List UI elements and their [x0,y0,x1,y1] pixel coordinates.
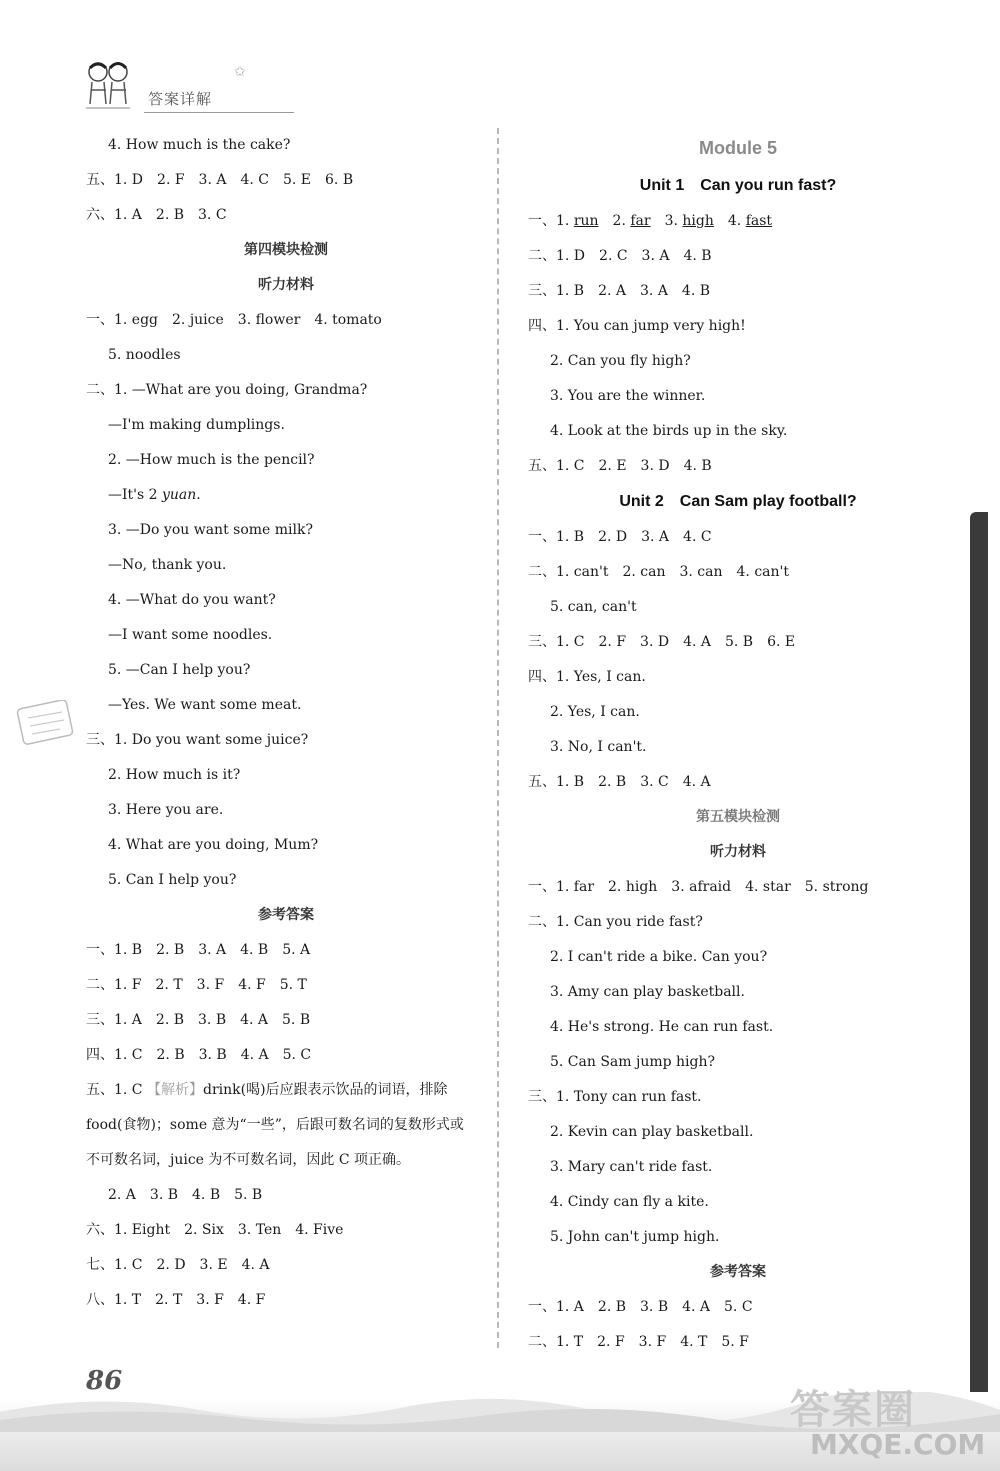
unit-title: Unit 2 Can Sam play football? [619,493,857,510]
answer-line: 4. How much is the cake? [108,137,291,153]
answer-line: 5. Can I help you? [108,872,237,888]
answer-line [86,478,486,513]
section-heading: 第四模块检测 [244,242,328,258]
answer-line: 四、1. Yes, I can. [528,669,646,685]
answer-line: 3. You are the winner. [550,388,706,404]
answer-line: 4. He's strong. He can run fast. [550,1019,774,1035]
answer-line: 二、1. —What are you doing, Grandma? [86,382,368,398]
answer-line: —I want some noodles. [108,627,273,643]
answer-line: 4. Look at the birds up in the sky. [550,423,788,439]
answer-line: 4. —What do you want? [108,592,276,608]
underlined-word: run [573,213,599,229]
answer-line: 五、1. B 2. B 3. C 4. A [528,774,711,790]
page-number: 86 [86,1366,123,1396]
answer-line: 2. How much is it? [108,767,241,783]
answer-line: 一、1. A 2. B 3. B 4. A 5. C [528,1299,753,1315]
answer-line: 三、1. C 2. F 3. D 4. A 5. B 6. E [528,634,796,650]
module-title: Module 5 [698,138,777,158]
answer-line: 5. John can't jump high. [550,1229,720,1245]
answer-line: —Yes. We want some meat. [108,697,302,713]
header-label: 答案详解 [148,90,213,108]
answer-line: 5. —Can I help you? [108,662,251,678]
answer-line: 三、1. Tony can run fast. [528,1089,702,1105]
italic-word: yuan [162,487,197,503]
answer-line: 五、1. C 2. E 3. D 4. B [528,458,712,474]
answer-line: 三、1. Do you want some juice? [86,732,309,748]
answer-line: —No, thank you. [108,557,227,573]
text-span: 3. [650,213,683,229]
answer-line: 五、1. D 2. F 3. A 4. C 5. E 6. B [86,172,354,188]
page-header [72,60,252,112]
stamp-icon [14,700,76,748]
text-span: 一、1. [528,213,574,229]
answer-line: 六、1. A 2. B 3. C [86,207,227,223]
answer-line: 二、1. F 2. T 3. F 4. F 5. T [86,977,307,993]
answer-line: 2. I can't ride a bike. Can you? [550,949,768,965]
underlined-word: high [682,213,714,229]
answer-line: 3. —Do you want some milk? [108,522,313,538]
answer-line: 3. No, I can't. [550,739,647,755]
answer-line: 一、1. egg 2. juice 3. flower 4. tomato [86,312,382,328]
header-underline [144,112,294,113]
star-icon: ✩ [234,64,246,80]
section-heading: 参考答案 [710,1264,766,1280]
analysis-tag: 【解析】 [146,1082,203,1098]
unit-title: Unit 1 Can you run fast? [639,177,837,194]
text-span: 4. [713,213,746,229]
sub-heading: 听力材料 [710,844,766,860]
answer-line: 四、1. C 2. B 3. B 4. A 5. C [86,1047,312,1063]
watermark-logo: 答案圈 [790,1387,916,1433]
answer-line [528,204,948,239]
right-column [528,128,948,1360]
underlined-word: fast [745,213,773,229]
underlined-word: far [630,213,651,229]
answer-line: 3. Amy can play basketball. [550,984,745,1000]
answer-line: 二、1. D 2. C 3. A 4. B [528,248,712,264]
answer-line: 二、1. can't 2. can 3. can 4. can't [528,564,789,580]
answer-line: 5. can, can't [550,599,637,615]
sub-heading: 听力材料 [258,277,314,293]
section-heading: 参考答案 [258,907,314,923]
explanation-paragraph [86,1073,476,1178]
answer-line: 2. Can you fly high? [550,353,691,369]
answer-line: 一、1. B 2. D 3. A 4. C [528,529,712,545]
answer-line: 一、1. far 2. high 3. afraid 4. star 5. strong [528,879,869,895]
answer-line: 3. Mary can't ride fast. [550,1159,713,1175]
answer-line: 3. Here you are. [108,802,224,818]
answer-line: 四、1. You can jump very high! [528,318,746,334]
answer-line: 2. Yes, I can. [550,704,640,720]
text-span: 五、1. C [86,1082,143,1098]
answer-line: 七、1. C 2. D 3. E 4. A [86,1257,270,1273]
answer-line: —I'm making dumplings. [108,417,285,433]
answer-line: 2. —How much is the pencil? [108,452,315,468]
answer-line: 4. What are you doing, Mum? [108,837,319,853]
answer-line: 二、1. T 2. F 3. F 4. T 5. F [528,1334,749,1350]
answer-line: 六、1. Eight 2. Six 3. Ten 4. Five [86,1222,344,1238]
page-edge-shadow [970,512,988,1392]
answer-line: 三、1. A 2. B 3. B 4. A 5. B [86,1012,311,1028]
section-heading: 第五模块检测 [696,809,780,825]
cartoon-kids-icon [80,60,136,112]
text-span: —It's 2 [108,487,162,503]
column-divider [497,128,499,1348]
left-column [86,128,486,1318]
watermark-url: MXQE.COM [810,1428,986,1461]
answer-line: 5. Can Sam jump high? [550,1054,716,1070]
text-span: 2. [598,213,631,229]
answer-line: 八、1. T 2. T 3. F 4. F [86,1292,266,1308]
text-span: . [196,487,201,503]
text-span: drink(喝)后应跟表示饮品的词语，排除 food(食物)；some 意为“一些”，后跟可数名词的复数形式或不可数名词，juice 为不可数名词，因此 C 项正确。 [86,1082,464,1168]
answer-line: 2. Kevin can play basketball. [550,1124,754,1140]
answer-line: 二、1. Can you ride fast? [528,914,703,930]
answer-line: 三、1. B 2. A 3. A 4. B [528,283,711,299]
answer-line: 5. noodles [108,347,181,363]
answer-line: 4. Cindy can fly a kite. [550,1194,709,1210]
answer-line: 一、1. B 2. B 3. A 4. B 5. A [86,942,311,958]
answer-line: 2. A 3. B 4. B 5. B [108,1187,263,1203]
